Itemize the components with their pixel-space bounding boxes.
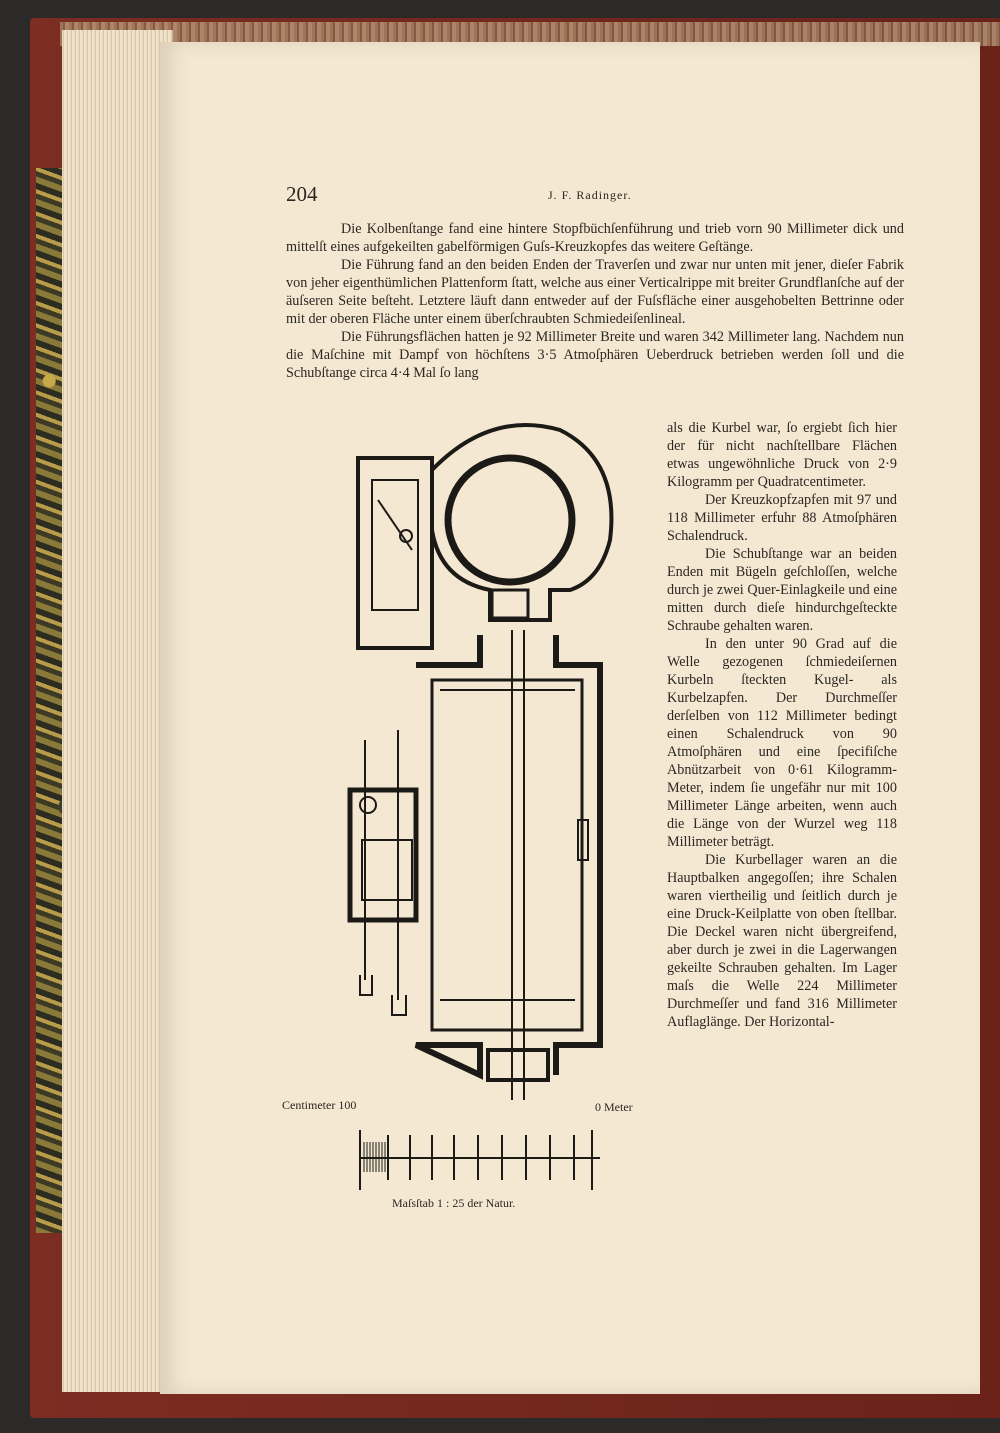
- running-title: J. F. Radinger.: [548, 188, 632, 202]
- paragraph: Die Führungsflächen hatten je 92 Millimeter Breite und waren 342 Millimeter lang. Nachdem nun die Maſchine mit Dampf von höchſtens 3·5 Atmoſphären Ueberdruck betrieben werden ſoll und die Schubſtange circa 4·4 Mal ſo lang: [286, 329, 904, 381]
- page-number: 204: [286, 182, 318, 206]
- text-block-full: [286, 220, 904, 382]
- paragraph: Der Kreuzkopfzapfen mit 97 und 118 Millimeter erfuhr 88 Atmoſphären Schalendruck.: [667, 492, 897, 544]
- paragraph: Die Kurbellager waren an die Hauptbalken angegoſſen; ihre Schalen waren viertheilig und ſeitlich durch je eine Druck-Keilplatte von oben ſtellbar. Die Deckel waren nicht übergreifend, aber durch je zwei in die Lagerwangen gekeilte Schrauben gehalten. Im Lager maſs die Welle 224 Millimeter Durchmeſſer und fand 316 Millimeter Auflaglänge. Der Horizontal-: [667, 852, 897, 1030]
- paragraph: Die Kolbenſtange fand eine hintere Stopfbüchſenführung und trieb vorn 90 Millimeter dick und mittelſt eines aufgekeilten gabelförmigen Guſs-Kreuzkopfes das weitere Geſtänge.: [286, 221, 904, 255]
- paragraph: Die Schubſtange war an beiden Enden mit Bügeln geſchloſſen, welche durch je zwei Quer-Einlagkeile und eine mitten durch dieſe hindurchgeſteckte Schraube gehalten waren.: [667, 546, 897, 634]
- paragraph: als die Kurbel war, ſo ergiebt ſich hier der für nicht nachſtellbare Flächen etwas ungewöhnliche Druck von 2·9 Kilogramm per Quadratcentimeter.: [667, 420, 897, 490]
- scale-label-left: Centimeter 100: [282, 1098, 357, 1112]
- paragraph: Die Führung fand an den beiden Enden der Traverſen und zwar nur unten mit jener, dieſer Fabrik von jeher eigenthümlichen Plattenform ſtatt, welche aus einer Verticalrippe mit breiter Grundflanſche auf der äuſseren Seite beſteht. Letztere läuft dann entweder auf der Fuſsfläche einer ausgehobelten Bettrinne oder mit der oberen Fläche unter einem überſchraubten Schmiedeiſenlineal.: [286, 257, 904, 327]
- page-stack-edge: [62, 30, 173, 1392]
- paragraph: In den unter 90 Grad auf die Welle gezogenen ſchmiedeiſernen Kurbeln ſteckten Kugel- als Kurbelzapfen. Der Durchmeſſer derſelben von 112 Millimeter bedingt einen Schalendruck von 90 Atmoſphären und eine ſpecifiſche Abnützarbeit von 0·61 Kilogramm-Meter, indem ſie ungefähr nur mit 100 Millimeter Länge arbeiten, wenn auch die Länge von der Wurzel weg 118 Millimeter beträgt.: [667, 636, 897, 850]
- cylinder-body: [416, 635, 600, 1075]
- scale-label-right: 0 Meter: [595, 1100, 633, 1114]
- cylinder-drawing: [320, 420, 660, 1420]
- valve-chest-top: [358, 458, 432, 648]
- steam-pipe-section: [448, 458, 572, 582]
- text-block-narrow: [667, 419, 897, 1031]
- figure-caption: Maſsſtab 1 : 25 der Natur.: [392, 1196, 516, 1210]
